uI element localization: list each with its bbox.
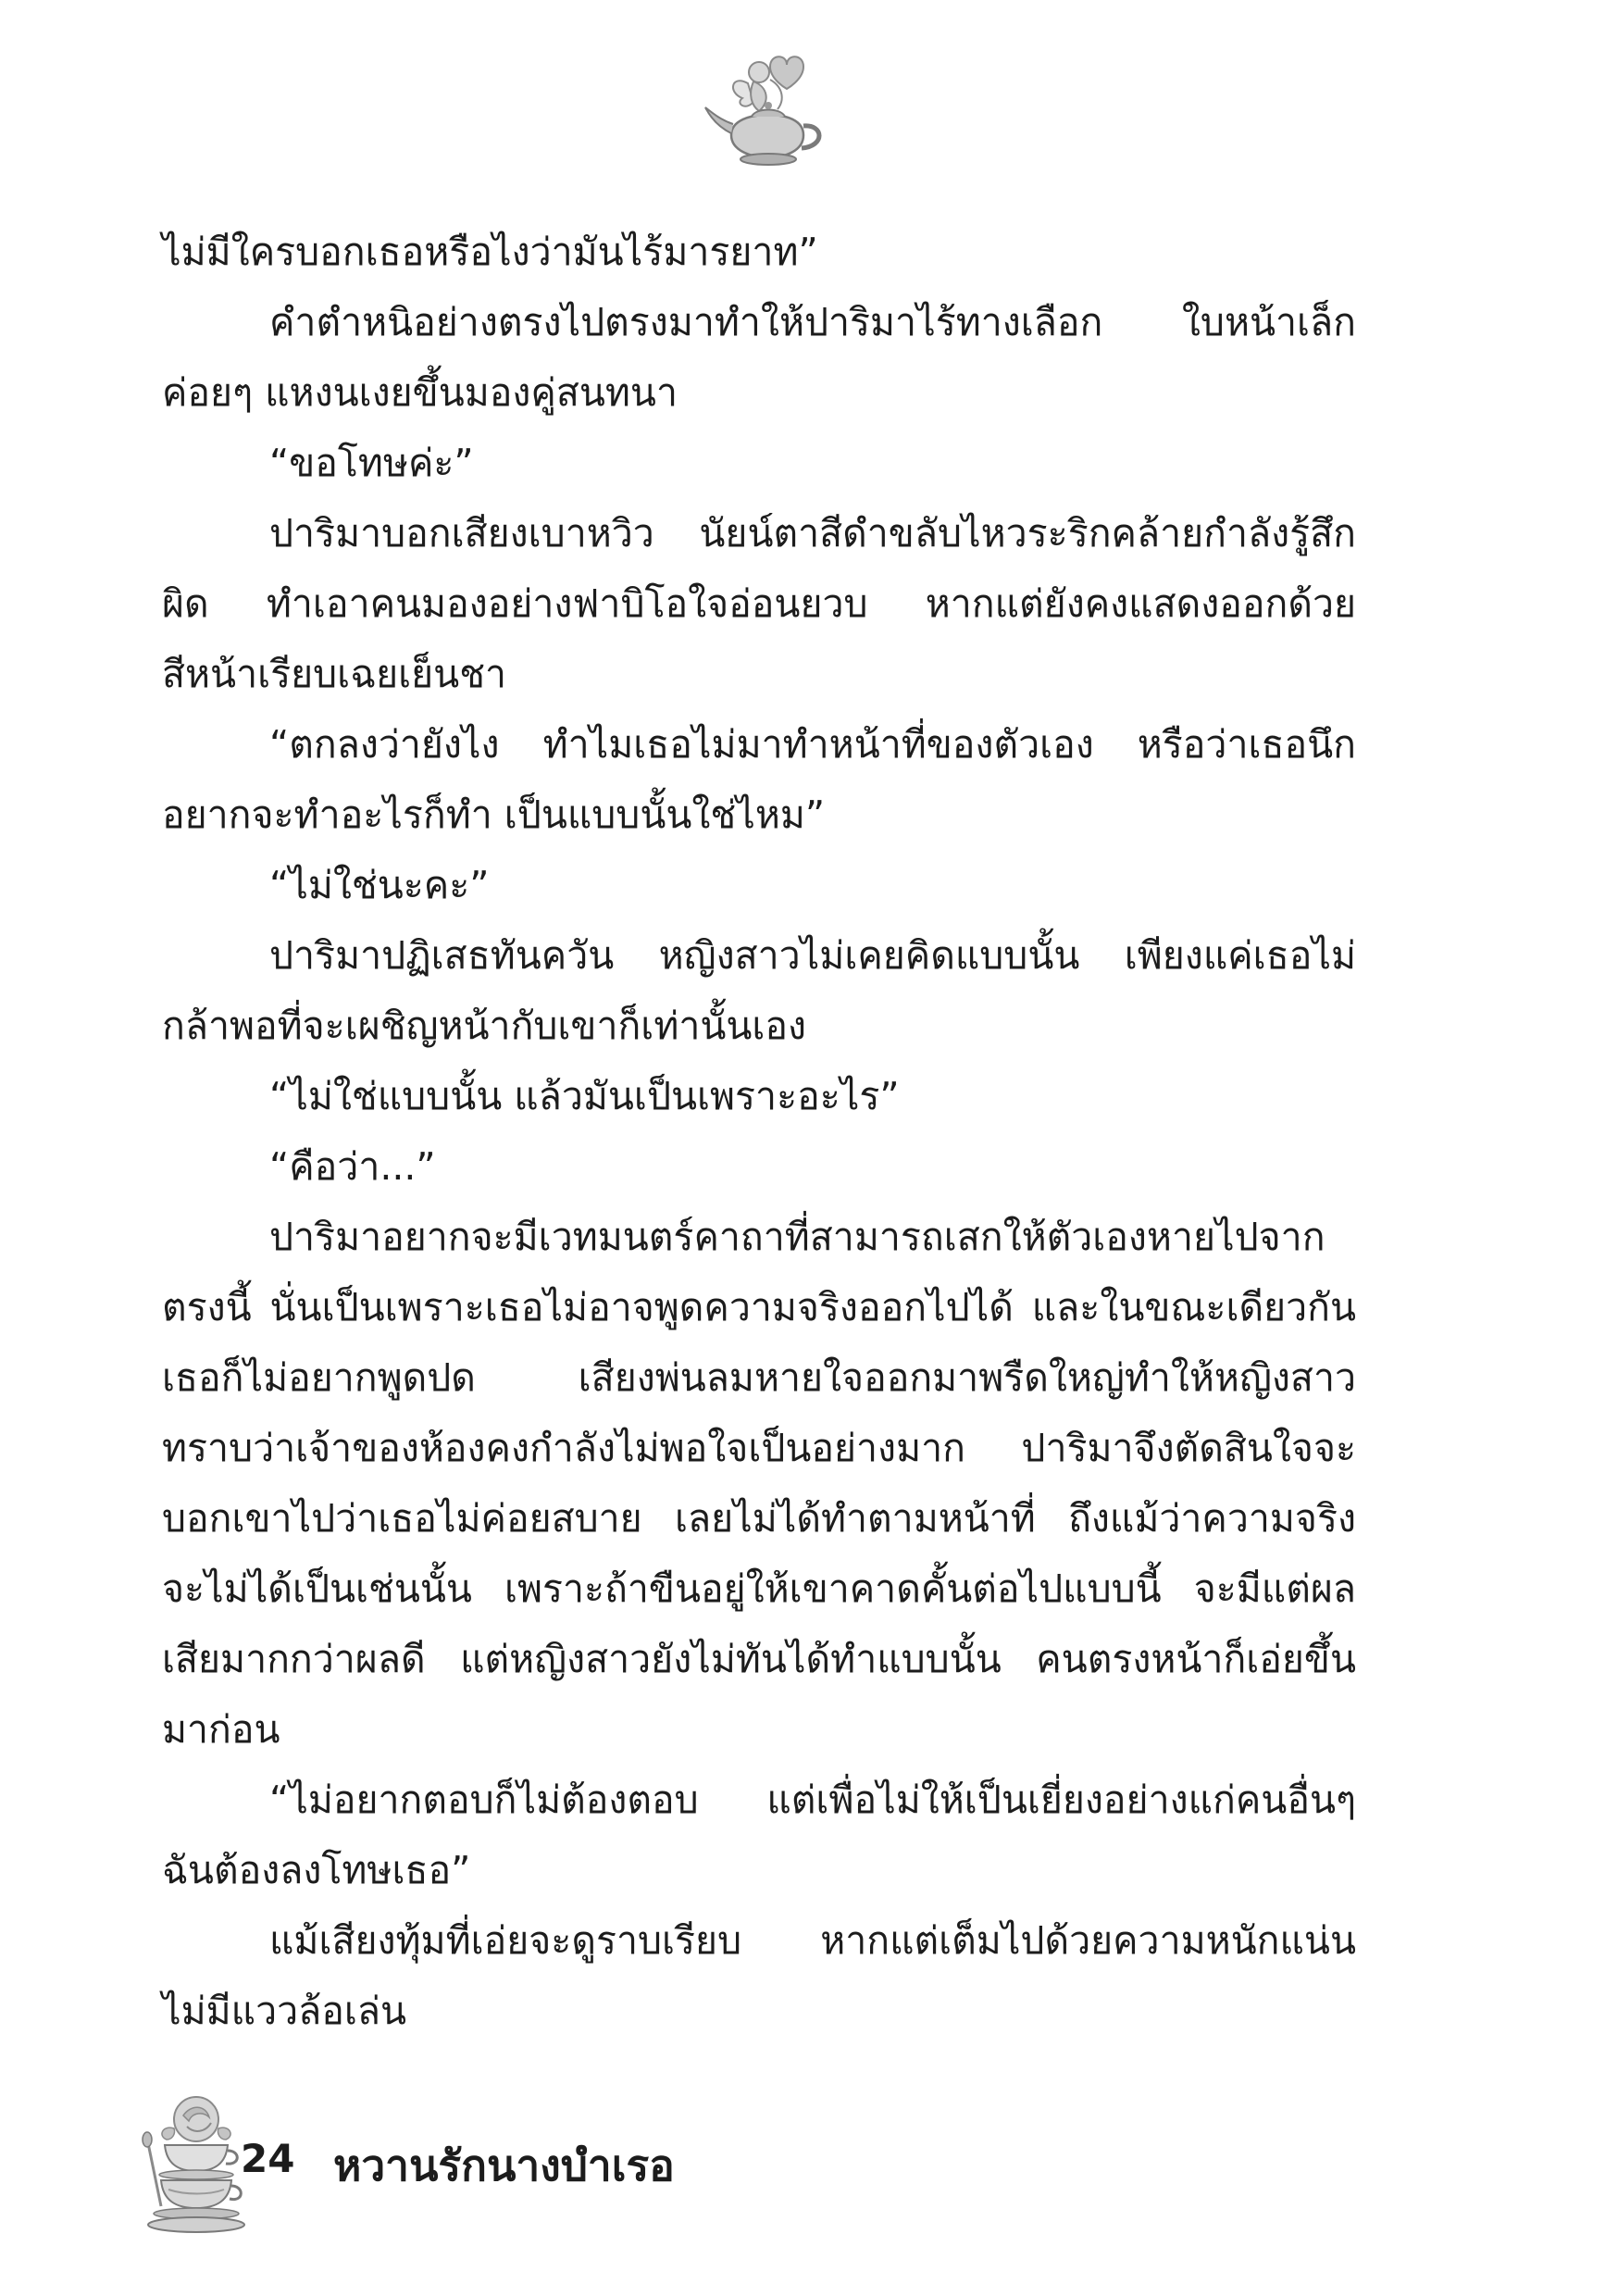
page-footer — [139, 2088, 787, 2236]
page-number: 24 — [241, 2136, 295, 2181]
paragraph-2: คำตำหนิอย่างตรงไปตรงมาทำให้ปาริมาไร้ทางเลือก ใบหน้าเล็กค่อยๆ แหงนเงยขึ้นมองคู่สนทนา — [162, 300, 1356, 415]
paragraph-6: “ไม่ใช่นะคะ” — [269, 863, 490, 907]
paragraph-4: ปาริมาบอกเสียงเบาหวิว นัยน์ตาสีดำขลับไหวระริกคล้ายกำลังรู้สึกผิด ทำเอาคนมองอย่างฟาบิโอใจอ่อนยวบ หากแต่ยังคงแสดงออกด้วยสีหน้าเรียบเฉยเย็นชา — [162, 511, 1356, 696]
teapot-cupid-ornament-icon — [694, 46, 833, 176]
paragraph-1: ไม่มีใครบอกเธอหรือไงว่ามันไร้มารยาท” — [162, 230, 818, 274]
paragraph-3: “ขอโทษค่ะ” — [269, 441, 474, 485]
paragraph-10: ปาริมาอยากจะมีเวทมนตร์คาถาที่สามารถเสกให้ตัวเองหายไปจากตรงนี้ นั่นเป็นเพราะเธอไม่อาจพูดความจริงออกไปได้ และในขณะเดียวกันเธอก็ไม่อยากพูดปด เสียงพ่นลมหายใจออกมาพรืดใหญ่ทำให้หญิงสาวทราบว่าเจ้าของห้องคงกำลังไม่พอใจเป็นอย่างมาก ปาริมาจึงตัดสินใจจะบอกเขาไปว่าเธอไม่ค่อยสบาย เลยไม่ได้ทำตามหน้าที่ ถึงแม้ว่าความจริงจะไม่ได้เป็นเช่นนั้น เพราะถ้าขืนอยู่ให้เขาคาดคั้นต่อไปแบบนี้ จะมีแต่ผลเสียมากกว่าผลดี แต่หญิงสาวยังไม่ทันได้ทำแบบนั้น คนตรงหน้าก็เอ่ยขึ้นมาก่อน — [162, 1215, 1356, 1752]
paragraph-5: “ตกลงว่ายังไง ทำไมเธอไม่มาทำหน้าที่ของตัวเอง หรือว่าเธอนึกอยากจะทำอะไรก็ทำ เป็นแบบนั้นใช่ไหม” — [162, 722, 1356, 837]
paragraph-7: ปาริมาปฏิเสธทันควัน หญิงสาวไม่เคยคิดแบบนั้น เพียงแค่เธอไม่กล้าพอที่จะเผชิญหน้ากับเขาก็เท่านั้นเอง — [162, 933, 1356, 1048]
body-text — [162, 217, 1356, 2046]
stacked-teacups-rose-icon — [139, 2088, 250, 2236]
paragraph-11: “ไม่อยากตอบก็ไม่ต้องตอบ แต่เพื่อไม่ให้เป็นเยี่ยงอย่างแก่คนอื่นๆ ฉันต้องลงโทษเธอ” — [162, 1778, 1356, 1892]
paragraph-8: “ไม่ใช่แบบนั้น แล้วมันเป็นเพราะอะไร” — [269, 1074, 900, 1118]
book-title: หวานรักนางบำเรอ — [333, 2140, 675, 2190]
paragraph-9: “คือว่า...” — [269, 1144, 436, 1189]
paragraph-12: แม้เสียงทุ้มที่เอ่ยจะดูราบเรียบ หากแต่เต็มไปด้วยความหนักแน่นไม่มีแววล้อเล่น — [162, 1918, 1356, 2033]
